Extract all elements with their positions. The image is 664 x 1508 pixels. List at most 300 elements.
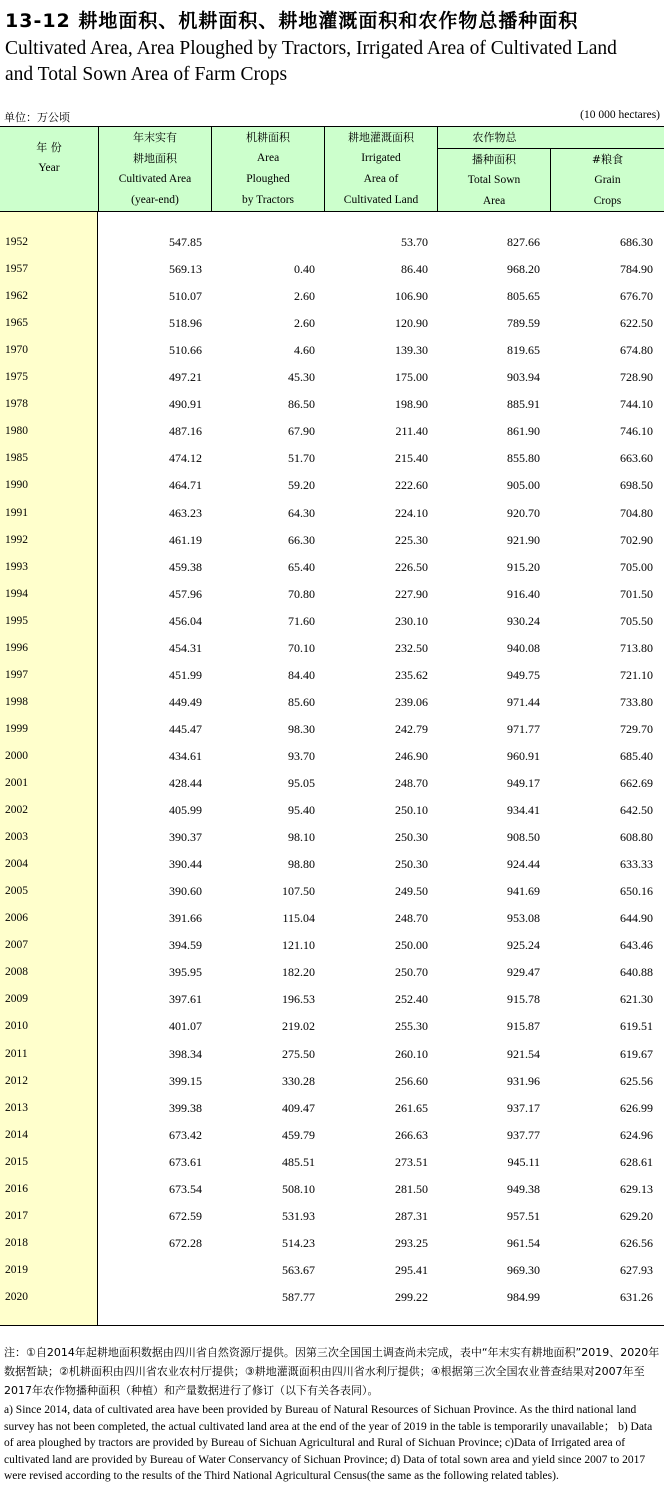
ploughed-area-cell: 95.05 [288, 776, 315, 790]
irrigated-area-cell: 299.22 [395, 1289, 428, 1304]
grain-crops-cell: 701.50 [620, 586, 653, 601]
grain-crops-cell: 702.90 [620, 532, 653, 547]
table-row [0, 581, 664, 608]
year-cell: 1962 [5, 290, 28, 303]
grain-crops-cell: 608.80 [620, 830, 653, 845]
ploughed-area-cell: 485.51 [282, 1154, 315, 1169]
table-row [0, 797, 664, 824]
ploughed-area-cell: 115.04 [282, 911, 315, 926]
year-cell: 1996 [5, 641, 28, 654]
table-row [0, 824, 664, 851]
year-cell: 1997 [5, 668, 28, 681]
irrigated-area-cell: 250.70 [395, 965, 428, 980]
ploughed-area-cell: 64.30 [288, 505, 315, 520]
ploughed-area-cell: 182.20 [282, 965, 315, 980]
ploughed-area-cell: 98.10 [288, 830, 315, 845]
header-cultivated-area [99, 127, 212, 212]
irrigated-area-cell: 230.10 [395, 613, 428, 628]
irrigated-area-cell: 222.60 [395, 478, 428, 493]
ploughed-area-cell: 84.40 [288, 667, 315, 682]
table-row [0, 364, 664, 391]
irrigated-area-cell: 242.79 [395, 721, 428, 736]
irrigated-area-cell: 281.50 [395, 1181, 428, 1196]
cultivated-area-cell: 497.21 [169, 370, 202, 385]
total-sown-area-cell: 924.44 [507, 857, 540, 872]
cultivated-area-cell: 569.13 [169, 262, 202, 277]
total-sown-area-cell: 934.41 [507, 803, 540, 818]
total-sown-area-cell: 885.91 [507, 397, 540, 412]
header-year-en: Year [38, 162, 60, 174]
total-sown-area-cell: 968.20 [507, 262, 540, 277]
ploughed-area-cell: 531.93 [282, 1208, 315, 1223]
cultivated-area-cell: 672.28 [169, 1235, 202, 1250]
total-sown-area-cell: 953.08 [507, 911, 540, 926]
table-row [0, 391, 664, 418]
irrigated-area-cell: 261.65 [395, 1100, 428, 1115]
cultivated-area-cell: 399.38 [169, 1100, 202, 1115]
total-sown-area-cell: 827.66 [507, 235, 540, 249]
irrigated-area-cell: 250.00 [395, 938, 428, 953]
year-cell: 1952 [5, 236, 28, 248]
grain-crops-cell: 626.56 [620, 1235, 653, 1250]
page-title-english-line1: Cultivated Area, Area Ploughed by Tractors, Irrigated Area of Cultivated Land [5, 38, 617, 59]
irrigated-area-cell: 250.30 [395, 857, 428, 872]
year-cell: 2017 [5, 1209, 28, 1222]
total-sown-area-cell: 921.54 [507, 1046, 540, 1061]
cultivated-area-cell: 474.12 [169, 451, 202, 466]
cultivated-area-cell: 457.96 [169, 586, 202, 601]
total-sown-area-cell: 961.54 [507, 1235, 540, 1250]
cultivated-area-cell: 510.66 [169, 343, 202, 358]
cultivated-area-cell: 397.61 [169, 992, 202, 1007]
table-row [0, 527, 664, 554]
year-cell: 2013 [5, 1101, 28, 1114]
ploughed-area-cell: 4.60 [294, 343, 315, 358]
year-cell: 2005 [5, 885, 28, 898]
grain-crops-cell: 643.46 [620, 938, 653, 953]
ploughed-area-cell: 330.28 [282, 1073, 315, 1088]
irrigated-area-cell: 120.90 [395, 316, 428, 331]
cultivated-area-cell: 487.16 [169, 424, 202, 439]
header-ploughed-en1: Area [256, 152, 280, 164]
year-cell: 2020 [5, 1290, 28, 1303]
header-year [0, 127, 99, 212]
ploughed-area-cell: 2.60 [294, 289, 315, 304]
cultivated-area-cell: 434.61 [169, 748, 202, 763]
year-cell: 2000 [5, 749, 28, 762]
total-sown-area-cell: 921.90 [507, 532, 540, 547]
table-row [0, 1284, 664, 1311]
header-year-cn: 年 份 [36, 141, 62, 154]
irrigated-area-cell: 260.10 [395, 1046, 428, 1061]
cultivated-area-cell [98, 1284, 202, 1311]
irrigated-area-cell: 266.63 [395, 1127, 428, 1142]
ploughed-area-cell: 514.23 [282, 1235, 315, 1250]
ploughed-area-cell: 587.77 [282, 1289, 315, 1304]
header-sown-cn1: 农作物总 [472, 131, 517, 144]
cultivated-area-cell: 399.15 [169, 1073, 202, 1088]
table-row [0, 554, 664, 581]
header-sown-subgroup [438, 148, 664, 212]
total-sown-area-cell: 931.96 [507, 1073, 540, 1088]
table-body [0, 212, 664, 1325]
ploughed-area-cell [212, 229, 315, 256]
table-row [0, 770, 664, 797]
cultivated-area-cell: 454.31 [169, 640, 202, 655]
total-sown-area-cell: 949.75 [507, 667, 540, 682]
irrigated-area-cell: 139.30 [395, 343, 428, 358]
ploughed-area-cell: 59.20 [288, 478, 315, 493]
header-cultivated-cn1: 年末实有 [133, 131, 177, 144]
total-sown-area-cell: 969.30 [507, 1262, 540, 1277]
ploughed-area-cell: 196.53 [282, 992, 315, 1007]
table-row [0, 878, 664, 905]
total-sown-area-cell: 937.17 [507, 1100, 540, 1115]
grain-crops-cell: 721.10 [620, 667, 653, 682]
table-row [0, 1013, 664, 1040]
total-sown-area-cell: 984.99 [507, 1289, 540, 1304]
irrigated-area-cell: 226.50 [395, 559, 428, 574]
header-total-sown-area [438, 127, 664, 212]
ploughed-area-cell: 563.67 [282, 1262, 315, 1277]
grain-crops-cell: 662.69 [620, 776, 653, 790]
table-row [0, 689, 664, 716]
header-irrigated-en1: Irrigated [361, 152, 401, 164]
year-cell: 1995 [5, 614, 28, 627]
header-cultivated-en1: Cultivated Area [118, 173, 192, 185]
cultivated-area-cell: 672.59 [169, 1208, 202, 1223]
table-row [0, 1095, 664, 1122]
grain-crops-cell: 644.90 [620, 911, 653, 926]
irrigated-area-cell: 198.90 [395, 397, 428, 412]
year-cell: 2003 [5, 831, 28, 844]
grain-crops-cell: 619.51 [620, 1019, 653, 1034]
ploughed-area-cell: 93.70 [288, 748, 315, 763]
ploughed-area-cell: 98.80 [288, 857, 315, 872]
ploughed-area-cell: 107.50 [282, 884, 315, 899]
table-row [0, 608, 664, 635]
grain-crops-cell: 642.50 [620, 803, 653, 818]
year-cell: 1992 [5, 533, 28, 546]
unit-label-chinese: 单位：万公顷 [4, 111, 70, 124]
total-sown-area-cell: 861.90 [507, 424, 540, 439]
irrigated-area-cell: 215.40 [395, 451, 428, 466]
year-cell: 2004 [5, 858, 28, 871]
header-ploughed-cn1: 机耕面积 [246, 131, 290, 144]
grain-crops-cell: 631.26 [620, 1289, 653, 1304]
irrigated-area-cell: 255.30 [395, 1019, 428, 1034]
year-cell: 1970 [5, 344, 28, 357]
header-sown-en1: Total Sown [467, 174, 521, 186]
total-sown-area-cell: 925.24 [507, 938, 540, 953]
cultivated-area-cell: 394.59 [169, 938, 202, 953]
year-cell: 1991 [5, 506, 28, 519]
year-cell: 2001 [5, 777, 28, 789]
irrigated-area-cell: 293.25 [395, 1235, 428, 1250]
ploughed-area-cell: 70.80 [288, 586, 315, 601]
total-sown-area-cell: 915.78 [507, 992, 540, 1007]
table-row [0, 283, 664, 310]
irrigated-area-cell: 250.30 [395, 830, 428, 845]
table-row [0, 418, 664, 445]
year-cell: 1985 [5, 452, 28, 465]
grain-crops-cell: 784.90 [620, 262, 653, 277]
ploughed-area-cell: 86.50 [288, 397, 315, 412]
header-ploughed-en2: Ploughed [246, 173, 290, 185]
total-sown-area-cell: 915.20 [507, 559, 540, 574]
table-row [0, 1122, 664, 1149]
header-sown-cn2: 播种面积 [472, 153, 516, 166]
year-cell: 1957 [5, 263, 28, 276]
irrigated-area-cell: 249.50 [395, 884, 428, 899]
cultivated-area-cell: 518.96 [169, 316, 202, 331]
cultivated-area-cell: 391.66 [169, 911, 202, 926]
year-cell: 2016 [5, 1182, 28, 1195]
grain-crops-cell: 698.50 [620, 478, 653, 493]
grain-crops-cell: 746.10 [620, 424, 653, 439]
irrigated-area-cell: 287.31 [395, 1208, 428, 1223]
ploughed-area-cell: 66.30 [288, 532, 315, 547]
table-row [0, 1041, 664, 1068]
year-cell: 2014 [5, 1128, 28, 1141]
page-title-english-line2: and Total Sown Area of Farm Crops [5, 64, 288, 85]
grain-crops-cell: 733.80 [620, 694, 653, 709]
cultivated-area-cell: 449.49 [169, 694, 202, 709]
year-cell: 2006 [5, 912, 28, 925]
grain-crops-cell: 744.10 [620, 397, 653, 412]
table-header [0, 126, 664, 212]
header-grain-en1: Grain [594, 174, 621, 186]
cultivated-area-cell: 428.44 [169, 776, 202, 790]
total-sown-area-cell: 819.65 [507, 343, 540, 358]
grain-crops-cell: 626.99 [620, 1100, 653, 1115]
irrigated-area-cell: 227.90 [395, 586, 428, 601]
header-irrigated-en3: Cultivated Land [343, 194, 419, 206]
grain-crops-cell: 650.16 [620, 884, 653, 899]
grain-crops-cell: 622.50 [620, 316, 653, 331]
grain-crops-cell: 704.80 [620, 505, 653, 520]
table-row [0, 932, 664, 959]
ploughed-area-cell: 121.10 [282, 938, 315, 953]
cultivated-area-cell: 445.47 [169, 721, 202, 736]
irrigated-area-cell: 256.60 [395, 1073, 428, 1088]
grain-crops-cell: 628.61 [620, 1154, 653, 1169]
ploughed-area-cell: 51.70 [288, 451, 315, 466]
total-sown-area-cell: 949.38 [507, 1181, 540, 1196]
cultivated-area-cell: 673.61 [169, 1154, 202, 1169]
total-sown-area-cell: 929.47 [507, 965, 540, 980]
total-sown-area-cell: 855.80 [507, 451, 540, 466]
table-row [0, 743, 664, 770]
ploughed-area-cell: 45.30 [288, 370, 315, 385]
cultivated-area-cell: 390.37 [169, 830, 202, 845]
irrigated-area-cell: 273.51 [395, 1154, 428, 1169]
page-title-chinese: 13-12 耕地面积、机耕面积、耕地灌溉面积和农作物总播种面积 [5, 10, 579, 32]
total-sown-area-cell: 949.17 [507, 776, 540, 790]
grain-crops-cell: 676.70 [620, 289, 653, 304]
table-row [0, 445, 664, 472]
cultivated-area-cell: 405.99 [169, 803, 202, 818]
unit-label-english: (10 000 hectares) [580, 109, 660, 121]
cultivated-area-cell: 673.42 [169, 1127, 202, 1142]
irrigated-area-cell: 248.70 [395, 776, 428, 790]
total-sown-area-cell: 971.44 [507, 694, 540, 709]
year-cell: 2011 [5, 1047, 28, 1060]
cultivated-area-cell: 390.44 [169, 857, 202, 872]
year-cell: 1990 [5, 479, 28, 492]
table-row [0, 905, 664, 932]
year-cell: 1994 [5, 587, 28, 600]
irrigated-area-cell: 86.40 [401, 262, 428, 277]
table-row [0, 986, 664, 1013]
cultivated-area-cell [98, 1257, 202, 1284]
irrigated-area-cell: 246.90 [395, 748, 428, 763]
grain-crops-cell: 674.80 [620, 343, 653, 358]
year-cell: 1978 [5, 398, 28, 411]
cultivated-area-cell: 395.95 [169, 965, 202, 980]
header-grain-en2: Crops [593, 195, 622, 207]
ploughed-area-cell: 85.60 [288, 694, 315, 709]
total-sown-area-cell: 789.59 [507, 316, 540, 331]
table-row [0, 256, 664, 283]
irrigated-area-cell: 53.70 [401, 235, 428, 249]
header-cultivated-cn2: 耕地面积 [133, 152, 177, 165]
header-ploughed-area [212, 127, 325, 212]
year-cell: 1965 [5, 317, 28, 330]
year-cell: 2009 [5, 993, 28, 1006]
total-sown-area-cell: 920.70 [507, 505, 540, 520]
grain-crops-cell: 713.80 [620, 640, 653, 655]
grain-crops-cell: 625.56 [620, 1073, 653, 1088]
header-grain-crops [551, 149, 664, 212]
header-sown-top [438, 127, 551, 148]
irrigated-area-cell: 248.70 [395, 911, 428, 926]
table-row [0, 662, 664, 689]
table-row [0, 1176, 664, 1203]
grain-crops-cell: 627.93 [620, 1262, 653, 1277]
total-sown-area-cell: 805.65 [507, 289, 540, 304]
irrigated-area-cell: 235.62 [395, 667, 428, 682]
ploughed-area-cell: 0.40 [294, 262, 315, 277]
total-sown-area-cell: 940.08 [507, 640, 540, 655]
grain-crops-cell: 621.30 [620, 992, 653, 1007]
table-row [0, 1230, 664, 1257]
cultivated-area-cell: 461.19 [169, 532, 202, 547]
irrigated-area-cell: 106.90 [395, 289, 428, 304]
ploughed-area-cell: 95.40 [288, 803, 315, 818]
cultivated-area-cell: 673.54 [169, 1181, 202, 1196]
table-row [0, 959, 664, 986]
table-row [0, 1203, 664, 1230]
table-row [0, 1257, 664, 1284]
total-sown-area-cell: 903.94 [507, 370, 540, 385]
header-irrigated-en2: Area of [363, 173, 399, 185]
year-cell: 2010 [5, 1020, 28, 1033]
total-sown-area-cell: 915.87 [507, 1019, 540, 1034]
irrigated-area-cell: 250.10 [395, 803, 428, 818]
cultivated-area-cell: 401.07 [169, 1019, 202, 1034]
year-cell: 2007 [5, 939, 28, 952]
total-sown-area-cell: 971.77 [507, 721, 540, 736]
header-grain-cn1: #粮食 [591, 153, 624, 166]
header-ploughed-en3: by Tractors [241, 194, 295, 206]
header-sown-en2: Area [482, 195, 506, 207]
cultivated-area-cell: 463.23 [169, 505, 202, 520]
grain-crops-cell: 624.96 [620, 1127, 653, 1142]
ploughed-area-cell: 409.47 [282, 1100, 315, 1115]
grain-crops-cell: 663.60 [620, 451, 653, 466]
total-sown-area-cell: 937.77 [507, 1127, 540, 1142]
cultivated-area-cell: 490.91 [169, 397, 202, 412]
table-row [0, 337, 664, 364]
irrigated-area-cell: 232.50 [395, 640, 428, 655]
grain-crops-cell: 705.00 [620, 559, 653, 574]
table-row [0, 635, 664, 662]
grain-crops-cell: 728.90 [620, 370, 653, 385]
irrigated-area-cell: 295.41 [395, 1262, 428, 1277]
grain-crops-cell: 629.20 [620, 1208, 653, 1223]
cultivated-area-cell: 390.60 [169, 884, 202, 899]
cultivated-area-cell: 456.04 [169, 613, 202, 628]
notes-english: a) Since 2014, data of cultivated area have been provided by Bureau of Natural Resources of Sichuan Province. As the third national land survey has not been completed, the actual cultivated land area at the end of the year of 2019 in the table is temporarily unavailable； b) Data of area ploughed by tractors are provided by Bureau of Sichuan Agricultural and Rural of Sichuan Province; c)Data of Irrigated area of cultivated land are provided by Bureau of Water Conservancy of Sichuan Province; d) Data of total sown area and yield since 2007 to 2017 were revised according to the results of the Third National Agricultural Census(the same as the following related tables). [4, 1404, 653, 1482]
header-cultivated-en2: (year-end) [131, 194, 179, 206]
year-cell: 1975 [5, 371, 28, 384]
irrigated-area-cell: 224.10 [395, 505, 428, 520]
total-sown-area-cell: 957.51 [507, 1208, 540, 1223]
total-sown-area-cell: 945.11 [507, 1154, 540, 1169]
irrigated-area-cell: 211.40 [395, 424, 428, 439]
ploughed-area-cell: 65.40 [288, 559, 315, 574]
ploughed-area-cell: 67.90 [288, 424, 315, 439]
total-sown-area-cell: 960.91 [507, 748, 540, 763]
ploughed-area-cell: 2.60 [294, 316, 315, 331]
cultivated-area-cell: 459.38 [169, 559, 202, 574]
cultivated-area-cell: 464.71 [169, 478, 202, 493]
year-cell: 1998 [5, 695, 28, 708]
total-sown-area-cell: 930.24 [507, 613, 540, 628]
ploughed-area-cell: 459.79 [282, 1127, 315, 1142]
grain-crops-cell: 619.67 [620, 1046, 653, 1061]
header-sown-total [438, 149, 551, 212]
year-cell: 2008 [5, 966, 28, 979]
table-row [0, 310, 664, 337]
year-cell: 2019 [5, 1263, 28, 1276]
ploughed-area-cell: 275.50 [282, 1046, 315, 1061]
irrigated-area-cell: 239.06 [395, 694, 428, 709]
ploughed-area-cell: 219.02 [282, 1019, 315, 1034]
grain-crops-cell: 686.30 [620, 235, 653, 249]
year-cell: 2015 [5, 1155, 28, 1168]
year-cell: 1993 [5, 560, 28, 573]
table-row [0, 500, 664, 527]
cultivated-area-cell: 451.99 [169, 667, 202, 682]
header-irrigated-area [325, 127, 438, 212]
total-sown-area-cell: 905.00 [507, 478, 540, 493]
grain-crops-cell: 705.50 [620, 613, 653, 628]
ploughed-area-cell: 98.30 [288, 721, 315, 736]
total-sown-area-cell: 908.50 [507, 830, 540, 845]
table-row [0, 851, 664, 878]
irrigated-area-cell: 175.00 [395, 370, 428, 385]
cultivated-area-cell: 398.34 [169, 1046, 202, 1061]
notes-chinese: 注：①自2014年起耕地面积数据由四川省自然资源厅提供。因第三次全国国土调查尚未完成，表中“年末实有耕地面积”2019、2020年数据暂缺；②机耕面积由四川省农业农村厅提供；③耕地灌溉面积由四川省水利厅提供；④根据第三次全国农业普查结果对2007年至2017年农作物播种面积（种植）和产量数据进行了修订（以下有关各表同）。 [4, 1346, 660, 1397]
grain-crops-cell: 629.13 [620, 1181, 653, 1196]
ploughed-area-cell: 70.10 [288, 640, 315, 655]
grain-crops-cell: 729.70 [620, 721, 653, 736]
total-sown-area-cell: 941.69 [507, 884, 540, 899]
ploughed-area-cell: 508.10 [282, 1181, 315, 1196]
grain-crops-cell: 640.88 [620, 965, 653, 980]
